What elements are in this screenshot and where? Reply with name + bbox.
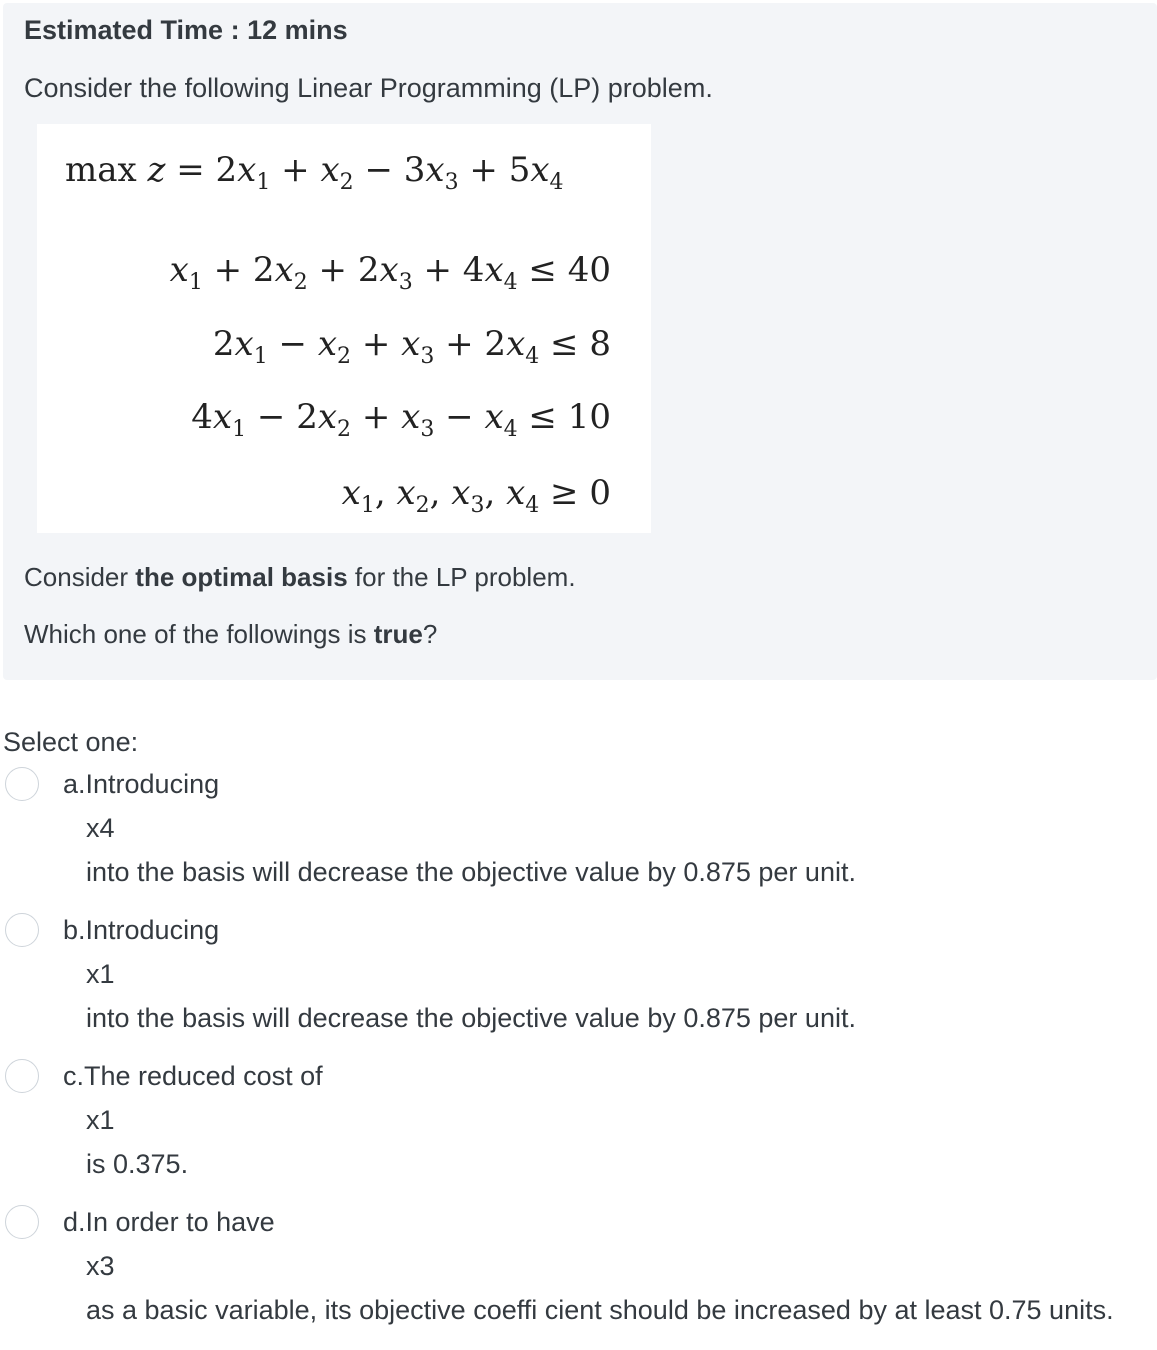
question-text-panel: [3, 3, 1157, 680]
option-c-line2[interactable]: x1: [86, 1105, 115, 1135]
option-d-line2[interactable]: x3: [86, 1251, 115, 1281]
lp-constraint-2: $2x_1 - x_2 + x_3 + 2x_4 \le 8$: [212, 324, 611, 369]
radio-button-a[interactable]: [5, 767, 39, 801]
basis-prefix: Consider: [24, 562, 136, 592]
lp-objective: $\max z = 2x_1 + x_2 - 3x_3 + 5x_4$: [65, 150, 564, 195]
lp-nonnegativity: $x_1$, $x_2$, $x_3$, $x_4 \ge 0$: [341, 473, 611, 518]
prompt-bold: true: [373, 619, 423, 649]
optimal-basis-statement: [24, 562, 576, 593]
prompt-suffix: ?: [422, 619, 438, 649]
option-b-line1[interactable]: b.Introducing: [63, 915, 220, 945]
basis-bold: the optimal basis: [135, 562, 348, 592]
radio-button-d[interactable]: [5, 1205, 39, 1239]
option-c-line3[interactable]: is 0.375.: [86, 1149, 189, 1179]
option-b-line2[interactable]: x1: [86, 959, 115, 989]
lp-problem-image: [37, 124, 651, 533]
prompt-prefix: Which one of the followings is: [24, 619, 374, 649]
select-one-label: Select one:: [3, 727, 139, 757]
option-a-line2[interactable]: x4: [86, 813, 115, 843]
lp-constraint-3: $4x_1 - 2x_2 + x_3 - x_4 \le 10$: [191, 397, 611, 442]
option-a-line3[interactable]: into the basis will decrease the objective value by 0.875 per unit.: [86, 857, 856, 887]
option-d-line1[interactable]: d.In order to have: [63, 1207, 275, 1237]
option-d-line3[interactable]: as a basic variable, its objective coeffi cient should be increased by at least 0.75 units.: [86, 1295, 1114, 1325]
estimated-time: Estimated Time : 12 mins: [24, 15, 348, 45]
option-c-line1[interactable]: c.The reduced cost of: [63, 1061, 323, 1091]
basis-suffix: for the LP problem.: [347, 562, 576, 592]
option-b-line3[interactable]: into the basis will decrease the objective value by 0.875 per unit.: [86, 1003, 856, 1033]
question-intro: Consider the following Linear Programming (LP) problem.: [24, 73, 713, 103]
radio-button-b[interactable]: [5, 913, 39, 947]
radio-button-c[interactable]: [5, 1059, 39, 1093]
lp-formulation: [37, 124, 651, 533]
option-a-line1[interactable]: a.Introducing: [63, 769, 220, 799]
lp-constraint-1: $x_1 + 2x_2 + 2x_3 + 4x_4 \le 40$: [169, 250, 611, 295]
question-prompt: [24, 619, 437, 650]
